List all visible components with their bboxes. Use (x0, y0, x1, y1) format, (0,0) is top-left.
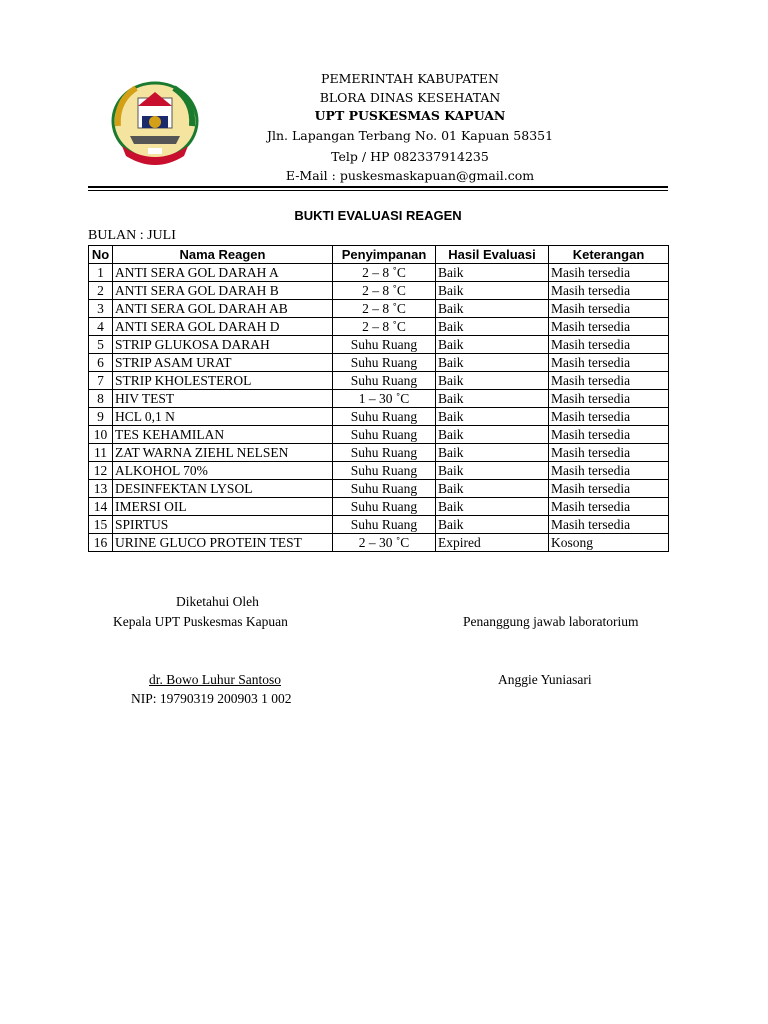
header-storage: Penyimpanan (333, 246, 436, 264)
reagent-name: ZAT WARNA ZIEHL NELSEN (113, 444, 333, 462)
row-number: 16 (89, 534, 113, 552)
row-number: 1 (89, 264, 113, 282)
letterhead-unit: UPT PUSKESMAS KAPUAN (314, 108, 506, 123)
remarks: Masih tersedia (549, 300, 669, 318)
row-number: 15 (89, 516, 113, 534)
left-signatory-nip: NIP: 19790319 200903 1 002 (131, 691, 292, 706)
header-remarks: Keterangan (549, 246, 669, 264)
remarks: Masih tersedia (549, 390, 669, 408)
reagent-name: ALKOHOL 70% (113, 462, 333, 480)
row-number: 4 (89, 318, 113, 336)
row-number: 8 (89, 390, 113, 408)
storage-condition: Suhu Ruang (333, 444, 436, 462)
evaluation-result: Baik (436, 498, 549, 516)
reagent-name: HCL 0,1 N (113, 408, 333, 426)
right-signatory-name: Anggie Yuniasari (498, 672, 592, 687)
table-row (89, 534, 669, 552)
table-row (89, 516, 669, 534)
table-row (89, 408, 669, 426)
reagent-name: ANTI SERA GOL DARAH D (113, 318, 333, 336)
table-row (89, 444, 669, 462)
remarks: Masih tersedia (549, 372, 669, 390)
table-header-row (89, 246, 669, 264)
letterhead-department: BLORA DINAS KESEHATAN (319, 90, 501, 105)
document-title: BUKTI EVALUASI REAGEN (294, 208, 462, 223)
evaluation-result: Expired (436, 534, 549, 552)
reagent-name: DESINFEKTAN LYSOL (113, 480, 333, 498)
storage-condition: Suhu Ruang (333, 498, 436, 516)
remarks: Masih tersedia (549, 318, 669, 336)
storage-condition: Suhu Ruang (333, 480, 436, 498)
table-row (89, 282, 669, 300)
table-row (89, 354, 669, 372)
reagent-name: ANTI SERA GOL DARAH B (113, 282, 333, 300)
storage-condition: 2 – 8 ˚C (333, 282, 436, 300)
storage-condition: Suhu Ruang (333, 462, 436, 480)
evaluation-result: Baik (436, 516, 549, 534)
table-row (89, 480, 669, 498)
letterhead-divider-thin (88, 190, 668, 191)
reagent-name: ANTI SERA GOL DARAH A (113, 264, 333, 282)
table-row (89, 372, 669, 390)
storage-condition: Suhu Ruang (333, 354, 436, 372)
table-row (89, 318, 669, 336)
remarks: Masih tersedia (549, 354, 669, 372)
letterhead-address: Jln. Lapangan Terbang No. 01 Kapuan 58351 (266, 128, 554, 143)
row-number: 9 (89, 408, 113, 426)
row-number: 3 (89, 300, 113, 318)
storage-condition: 1 – 30 ˚C (333, 390, 436, 408)
evaluation-result: Baik (436, 390, 549, 408)
remarks: Masih tersedia (549, 426, 669, 444)
remarks: Masih tersedia (549, 408, 669, 426)
table-row (89, 462, 669, 480)
reagent-name: URINE GLUCO PROTEIN TEST (113, 534, 333, 552)
evaluation-result: Baik (436, 426, 549, 444)
evaluation-result: Baik (436, 264, 549, 282)
reagent-name: SPIRTUS (113, 516, 333, 534)
storage-condition: 2 – 8 ˚C (333, 318, 436, 336)
row-number: 6 (89, 354, 113, 372)
storage-condition: 2 – 8 ˚C (333, 300, 436, 318)
reagent-name: STRIP ASAM URAT (113, 354, 333, 372)
row-number: 12 (89, 462, 113, 480)
letterhead-email: E-Mail : puskesmaskapuan@gmail.com (285, 168, 535, 183)
row-number: 5 (89, 336, 113, 354)
table-row (89, 300, 669, 318)
evaluation-result: Baik (436, 336, 549, 354)
storage-condition: Suhu Ruang (333, 516, 436, 534)
evaluation-result: Baik (436, 354, 549, 372)
reagent-name: HIV TEST (113, 390, 333, 408)
evaluation-result: Baik (436, 462, 549, 480)
evaluation-result: Baik (436, 480, 549, 498)
letterhead-phone: Telp / HP 082337914235 (331, 149, 489, 164)
row-number: 10 (89, 426, 113, 444)
storage-condition: Suhu Ruang (333, 336, 436, 354)
evaluation-result: Baik (436, 300, 549, 318)
reagent-evaluation-table (88, 245, 669, 552)
letterhead-divider (88, 186, 668, 188)
right-signatory-role: Penanggung jawab laboratorium (463, 614, 639, 629)
remarks: Masih tersedia (549, 480, 669, 498)
evaluation-result: Baik (436, 408, 549, 426)
header-reagent-name: Nama Reagen (113, 246, 333, 264)
table-row (89, 264, 669, 282)
row-number: 7 (89, 372, 113, 390)
table-row (89, 426, 669, 444)
evaluation-result: Baik (436, 444, 549, 462)
remarks: Kosong (549, 534, 669, 552)
remarks: Masih tersedia (549, 516, 669, 534)
row-number: 11 (89, 444, 113, 462)
remarks: Masih tersedia (549, 462, 669, 480)
reagent-name: IMERSI OIL (113, 498, 333, 516)
remarks: Masih tersedia (549, 282, 669, 300)
reagent-name: ANTI SERA GOL DARAH AB (113, 300, 333, 318)
remarks: Masih tersedia (549, 336, 669, 354)
left-signatory-name: dr. Bowo Luhur Santoso (149, 672, 282, 687)
known-by-label: Diketahui Oleh (176, 594, 259, 609)
row-number: 2 (89, 282, 113, 300)
table-row (89, 336, 669, 354)
evaluation-result: Baik (436, 318, 549, 336)
row-number: 14 (89, 498, 113, 516)
remarks: Masih tersedia (549, 264, 669, 282)
storage-condition: 2 – 30 ˚C (333, 534, 436, 552)
storage-condition: 2 – 8 ˚C (333, 264, 436, 282)
letterhead-government: PEMERINTAH KABUPATEN (321, 71, 499, 86)
row-number: 13 (89, 480, 113, 498)
month-label: BULAN : JULI (88, 228, 176, 243)
storage-condition: Suhu Ruang (333, 426, 436, 444)
reagent-name: TES KEHAMILAN (113, 426, 333, 444)
remarks: Masih tersedia (549, 498, 669, 516)
left-signatory-role: Kepala UPT Puskesmas Kapuan (113, 614, 288, 629)
table-row (89, 498, 669, 516)
header-evaluation-result: Hasil Evaluasi (436, 246, 549, 264)
table-row (89, 390, 669, 408)
evaluation-result: Baik (436, 282, 549, 300)
remarks: Masih tersedia (549, 444, 669, 462)
reagent-name: STRIP KHOLESTEROL (113, 372, 333, 390)
evaluation-result: Baik (436, 372, 549, 390)
reagent-name: STRIP GLUKOSA DARAH (113, 336, 333, 354)
header-no: No (89, 246, 113, 264)
blora-regency-emblem-icon (108, 76, 202, 170)
storage-condition: Suhu Ruang (333, 408, 436, 426)
storage-condition: Suhu Ruang (333, 372, 436, 390)
